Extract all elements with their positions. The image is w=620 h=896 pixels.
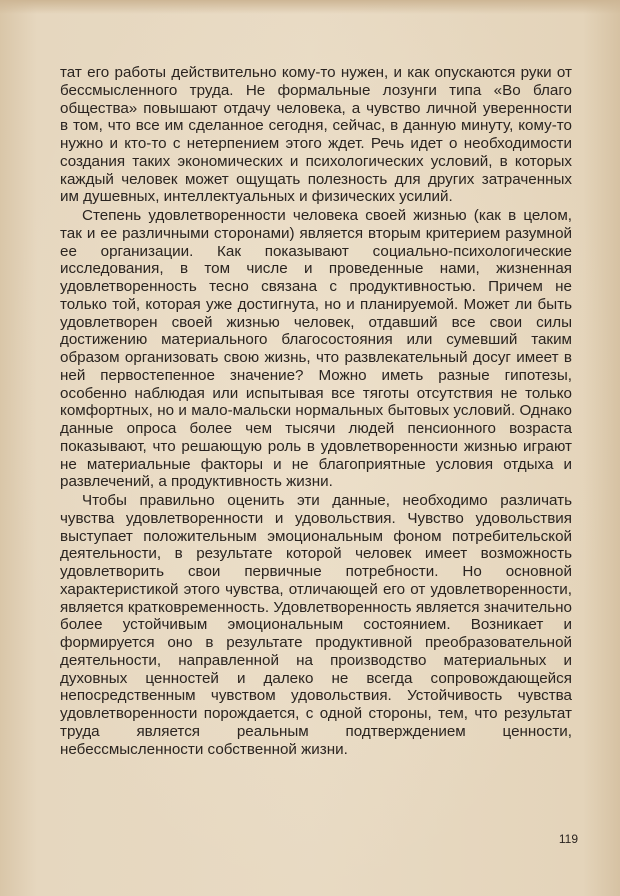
page-number: 119 xyxy=(558,832,578,846)
page-top-edge xyxy=(0,0,620,14)
body-text xyxy=(60,64,572,758)
paragraph-satisfaction-vs-pleasure: Чтобы правильно оценить эти данные, необходимо различать чувства удовлетворенности и удовольствия. Чувство удовольствия выступает положительным эмоциональным фоном потребительской деятельности, в результате которой человек имеет возможность удовлетворить свои первичные потребности. Но основной характеристикой этого чувства, отличающей его от удовлетворенности, является кратковременность. Удовлетворенность является значительно более устойчивым эмоциональным состоянием. Возникает и формируется оно в результате продуктивной преобразовательной деятельности, направленной на производство материальных и духовных ценностей и далеко не всегда сопровождающейся непосредственным чувством удовольствия. Устойчивость чувства удовлетворенности порождается, с одной стороны, тем, что результат труда является реальным подтверждением ценности, небессмысленности собственной жизни. xyxy=(60,492,572,758)
paragraph-satisfaction-criterion: Степень удовлетворенности человека своей жизнью (как в целом, так и ее различными сторонами) является вторым критерием разумной ее организации. Как показывают социально-психологические исследования, в том числе и проведенные нами, жизненная удовлетворенность тесно связана с продуктивностью. Причем не только той, которая уже достигнута, но и планируемой. Может ли быть удовлетворен своей жизнью человек, отдавший все свои силы достижению материального благосостояния или сумевший таким образом организовать свою жизнь, что развлекательный досуг имеет в ней первостепенное значение? Можно иметь разные гипотезы, особенно наблюдая или испытывая все тяготы отсутствия не только комфортных, но и мало-мальски нормальных бытовых условий. Однако данные опроса более чем тысячи людей пенсионного возраста показывают, что решающую роль в удовлетворенности жизнью играют не материальные факторы и не благоприятные условия отдыха и развлечений, а продуктивность жизни. xyxy=(60,207,572,491)
paragraph-continuation: тат его работы действительно кому-то нужен, и как опускаются руки от бессмысленного труда. Не формальные лозунги типа «Во благо общества» повышают отдачу человека, а чувство личной уверенности в том, что все им сделанное сегодня, сейчас, в данную минуту, кому-то нужно и кто-то с нетерпением этого ждет. Речь идет о необходимости создания таких экономических и психологических условий, в которых каждый человек может ощущать полезность для других затраченных им душевных, интеллектуальных и физических усилий. xyxy=(60,64,572,206)
